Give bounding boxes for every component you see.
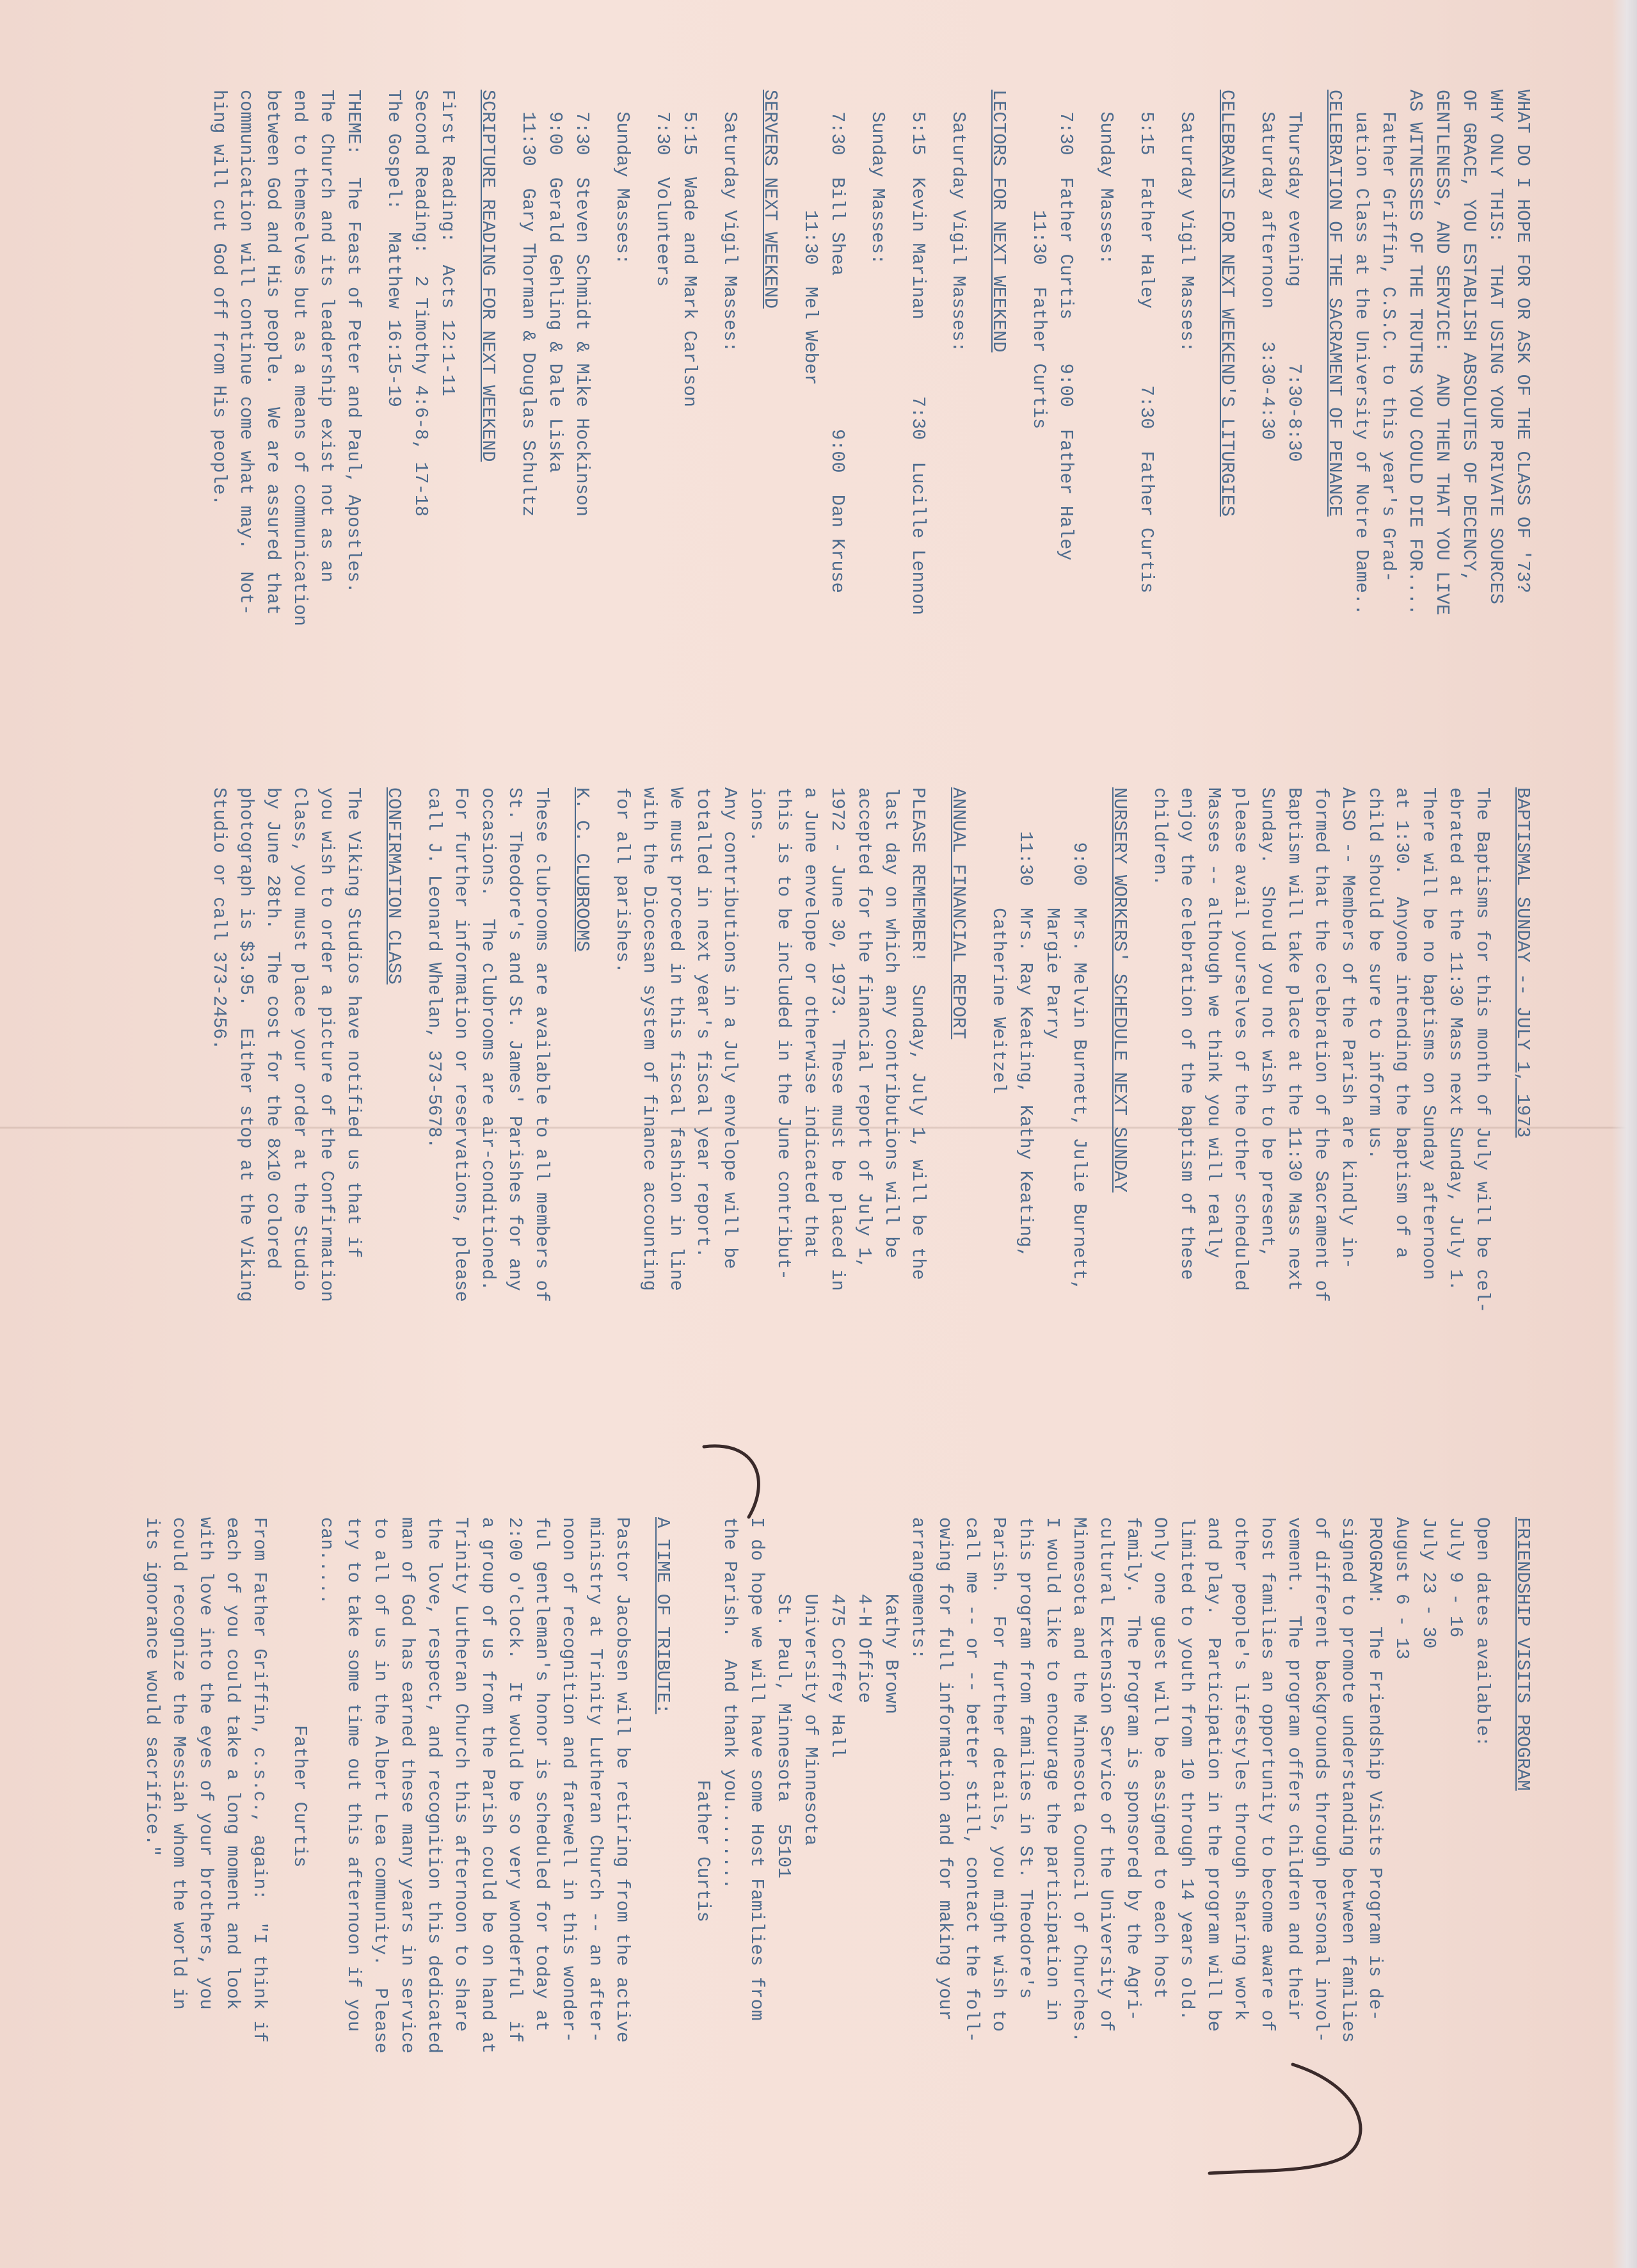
text-line: The Viking Studios have notified us that if: [343, 787, 364, 1259]
text-line: last day on which any contributions will be: [881, 787, 902, 1259]
section-heading: ANNUAL FINANCIAL REPORT: [948, 787, 969, 1040]
text-line: 1972 - June 30, 1973. These must be placed in: [827, 787, 848, 1291]
text-line: a June envelope or otherwise indicated that: [800, 787, 821, 1259]
text-line: Parish. For further details, you might wish to: [988, 1517, 1009, 2032]
text-line: noon of recognition and farewell in this wonder-: [558, 1517, 579, 2043]
text-line: to all of us in the Albert Lea community. Please: [370, 1517, 391, 2054]
bulletin-text-rotated: [45, 90, 1536, 2202]
section-heading: K. C. CLUBROOMS: [571, 787, 593, 952]
text-line: a group of us from the Parish could be on hand at: [477, 1517, 499, 2054]
section-heading: SCRIPTURE READING FOR NEXT WEEKEND: [477, 90, 499, 462]
text-line: accepted for the financial report of July 1,: [854, 787, 875, 1269]
text-line: arrangements:: [907, 1517, 929, 1660]
text-line: St. Theodore's and St. James' Parishes for any: [504, 787, 525, 1291]
text-line: ebrated at the 11:30 Mass next Sunday, July 1.: [1445, 787, 1466, 1291]
text-line: ministry at Trinity Lutheran Church -- an after-: [585, 1517, 606, 2043]
blank-line: [273, 1517, 286, 2196]
text-line: Sunday Masses:: [612, 90, 633, 265]
text-line: between God and His people. We are assured that: [262, 90, 283, 615]
text-line: 7:30 Bill Shea 9:00 Dan Kruse: [827, 90, 848, 593]
text-line: man of God has earned these many years in service: [397, 1517, 418, 2054]
text-line: the Parish. And thank you........: [719, 1517, 740, 1890]
text-line: July 23 - 30: [1418, 1517, 1439, 1649]
text-line: I do hope we will have some Host Families from: [746, 1517, 767, 2021]
text-line: you wish to order a picture of the Confirmation: [316, 787, 337, 1302]
text-line: WHAT DO I HOPE FOR OR ASK OF THE CLASS OF '73?: [1512, 90, 1533, 593]
text-line: Saturday Vigil Masses:: [948, 90, 969, 353]
blank-line: [367, 787, 380, 1479]
text-line: 4-H Office: [854, 1517, 875, 1703]
blank-line: [501, 90, 515, 755]
blank-line: [1079, 90, 1092, 755]
blank-line: [367, 90, 380, 755]
blank-line: [850, 90, 864, 755]
text-line: There will be no baptisms on Sunday afternoon: [1418, 787, 1439, 1280]
text-line: communication will continue come what may. Not-: [236, 90, 257, 615]
text-line: OF GRACE, YOU ESTABLISH ABSOLUTES OF DECENCY,: [1458, 90, 1480, 583]
section-heading: SERVERS NEXT WEEKEND: [760, 90, 781, 309]
text-line: uation Class at the University of Notre Dame..: [1351, 90, 1372, 615]
text-line: 11:30 Gary Thorman & Douglas Schultz: [518, 90, 539, 517]
text-line: PROGRAM: The Friendship Visits Program is de-: [1364, 1517, 1385, 2021]
text-line: signed to promote understanding between families: [1338, 1517, 1359, 2043]
text-line: PLEASE REMEMBER! Sunday, July 1, will be the: [907, 787, 929, 1280]
text-line: each of you could take a long moment and look: [222, 1517, 243, 2010]
text-line: hing will cut God off from His people.: [209, 90, 230, 506]
text-line: 475 Coffey Hall: [827, 1517, 848, 1758]
text-line: 9:00 Mrs. Melvin Burnett, Julie Burnett,: [1069, 787, 1090, 1291]
text-line: GENTLENESS, AND SERVICE: AND THEN THAT YOU LIVE: [1432, 90, 1453, 615]
blank-line: [595, 90, 609, 755]
text-line: Minnesota and the Minnesota Council of Churches.: [1069, 1517, 1090, 2043]
text-line: University of Minnesota: [800, 1517, 821, 1846]
blank-line: [461, 90, 474, 755]
blank-line: [971, 787, 985, 1479]
text-line: 2:00 o'clock. It would be so very wonderful if: [504, 1517, 525, 2043]
text-line: at 1:30. Anyone intending the baptism of a: [1391, 787, 1412, 1259]
section-heading: CONFIRMATION CLASS: [383, 787, 404, 985]
text-line: The Baptisms for this month of July will be cel-: [1472, 787, 1493, 1313]
text-line: Kathy Brown: [881, 1517, 902, 1714]
text-line: Class, you must place your order at the Studio: [289, 787, 310, 1291]
text-line: photograph is $3.95. Either stop at the Viking: [236, 787, 257, 1302]
blank-line: [635, 90, 649, 755]
section-heading: NURSERY WORKERS' SCHEDULE NEXT SUNDAY: [1109, 787, 1130, 1193]
text-line: Sunday Masses:: [867, 90, 888, 265]
text-line: August 6 - 13: [1391, 1517, 1412, 1660]
text-line: These clubrooms are available to all members of: [531, 787, 552, 1302]
blank-line: [1160, 90, 1173, 755]
text-line: cultural Extension Service of the University of: [1096, 1517, 1117, 2032]
text-line: Trinity Lutheran Church this afternoon to share: [451, 1517, 472, 2032]
blank-line: [1133, 787, 1146, 1479]
paper-edge: [1611, 0, 1637, 2268]
text-line: Father Curtis: [289, 1517, 310, 1868]
text-line: 11:30 Mel Weber: [800, 90, 821, 385]
blank-line: [783, 90, 797, 755]
text-line: Second Reading: 2 Timothy 4:6-8, 17-18: [410, 90, 431, 517]
blank-line: [595, 787, 609, 1479]
section-heading: CELEBRATION OF THE SACRAMENT OF PENANCE: [1324, 90, 1345, 517]
text-line: enjoy the celebration of the baptism of these: [1176, 787, 1197, 1280]
text-line: for all parishes.: [612, 787, 633, 974]
text-line: Saturday Vigil Masses:: [719, 90, 740, 353]
text-line: 9:00 Gerald Gehling & Dale Liska: [545, 90, 566, 473]
text-line: Father Griffin, C.S.C. to this year's Grad-: [1378, 90, 1399, 583]
blank-line: [676, 1517, 689, 2196]
blank-line: [407, 787, 420, 1479]
text-line: Baptism will take place at the 11:30 Mass next: [1284, 787, 1305, 1291]
text-line: its ignorance would sacrifice.": [141, 1517, 163, 1857]
text-line: First Reading: Acts 12:1-11: [437, 90, 458, 396]
section-heading: A TIME OF TRIBUTE:: [652, 1517, 673, 1714]
text-line: limited to youth from 10 through 14 years old.: [1176, 1517, 1197, 2021]
column-right: [138, 1517, 1536, 2196]
text-line: Saturday Vigil Masses:: [1176, 90, 1197, 353]
blank-line: [1496, 1517, 1509, 2196]
text-line: Any contributions in a July envelope will be: [719, 787, 740, 1269]
text-line: ful gentleman's honor is scheduled for today at: [531, 1517, 552, 2032]
text-line: The Gospel: Matthew 16:15-19: [383, 90, 404, 407]
text-line: The Church and its leadership exist not as an: [316, 90, 337, 583]
blank-line: [555, 787, 568, 1479]
column-middle: [205, 787, 1536, 1479]
text-line: 7:30 Father Curtis 9:00 Father Haley: [1055, 90, 1076, 561]
text-line: 7:30 Steven Schmidt & Mike Hockinson: [571, 90, 593, 517]
text-line: child should be sure to inform us.: [1364, 787, 1385, 1160]
blank-line: [1240, 90, 1254, 755]
text-line: 7:30 Volunteers: [652, 90, 673, 287]
text-line: could recognize the Messiah whom the world in: [168, 1517, 189, 2010]
text-line: WHY ONLY THIS: THAT USING YOUR PRIVATE SOURCES: [1485, 90, 1506, 604]
text-line: We must proceed in this fiscal fashion in line: [666, 787, 687, 1291]
section-heading: LECTORS FOR NEXT WEEKEND: [988, 90, 1009, 353]
text-line: this program from families in St. Theodore's: [1015, 1517, 1036, 1999]
text-line: Only one guest will be assigned to each host: [1149, 1517, 1170, 1999]
text-line: formed that the celebration of the Sacrament of: [1311, 787, 1332, 1302]
blank-line: [743, 90, 756, 755]
text-line: please avail yourselves of the other scheduled: [1230, 787, 1251, 1291]
text-line: ALSO -- Members of the Parish are kindly in-: [1338, 787, 1359, 1269]
text-line: try to take some time out this afternoon if you: [343, 1517, 364, 2032]
text-line: with love into the eyes of your brothers, you: [195, 1517, 216, 2010]
text-line: Open dates available:: [1472, 1517, 1493, 1748]
text-line: end to themselves but as a means of communication: [289, 90, 310, 627]
text-line: and play. Participation in the program will be: [1203, 1517, 1224, 2032]
text-line: host families an opportunity to become aware of: [1257, 1517, 1278, 2032]
blank-line: [971, 90, 985, 755]
text-line: the love, respect, and recognition this dedicated: [424, 1517, 445, 2054]
text-line: Catherine Weitzel: [988, 787, 1009, 1094]
blank-line: [931, 90, 945, 755]
text-line: From Father Griffin, c.s.c., again: "I think if: [249, 1517, 270, 2043]
blank-line: [1012, 90, 1025, 755]
blank-line: [635, 1517, 649, 2196]
blank-line: [703, 90, 716, 755]
text-line: 5:15 Kevin Marinan 7:30 Lucille Lennon: [907, 90, 929, 615]
text-line: 5:15 Father Haley 7:30 Father Curtis: [1136, 90, 1157, 593]
text-line: Studio or call 373-2456.: [209, 787, 230, 1050]
text-line: can.....: [316, 1517, 337, 1605]
text-line: other people's lifestyles through sharing work: [1230, 1517, 1251, 2021]
column-left: [205, 90, 1536, 755]
text-line: vement. The program offers children and their: [1284, 1517, 1305, 2021]
text-line: call me -- or -- better still, contact the foll-: [961, 1517, 982, 2043]
text-line: Pastor Jacobsen will be retiring from the active: [612, 1517, 633, 2043]
text-line: 11:30 Father Curtis: [1028, 90, 1050, 430]
text-line: totalled in next year's fiscal year report.: [692, 787, 714, 1259]
section-heading: BAPTISMAL SUNDAY -- JULY 1, 1973: [1512, 787, 1533, 1138]
blank-line: [1092, 787, 1106, 1479]
text-line: Thursday evening 7:30-8:30: [1284, 90, 1305, 462]
blank-line: [931, 787, 945, 1479]
blank-line: [1307, 90, 1321, 755]
text-line: Father Curtis: [692, 1517, 714, 1922]
text-line: AS WITNESSES OF THE TRUTHS YOU COULD DIE FOR....: [1405, 90, 1426, 615]
blank-line: [1119, 90, 1133, 755]
text-line: of different backgrounds through personal invol-: [1311, 1517, 1332, 2043]
text-line: call J. Leonard Whelan, 373-5678.: [424, 787, 445, 1149]
text-line: July 9 - 16: [1445, 1517, 1466, 1638]
text-line: by June 28th. The cost for the 8x10 colored: [262, 787, 283, 1269]
section-heading: FRIENDSHIP VISITS PROGRAM: [1512, 1517, 1533, 1791]
text-line: Masses -- although we think you will really: [1203, 787, 1224, 1259]
blank-line: [1200, 90, 1213, 755]
text-line: children.: [1149, 787, 1170, 886]
blank-line: [891, 90, 904, 755]
text-line: this is to be included in the June contribut-: [773, 787, 794, 1280]
text-line: Sunday Masses:: [1096, 90, 1117, 265]
text-line: 5:15 Wade and Mark Carlson: [679, 90, 700, 407]
text-line: family. The Program is sponsored by the Agri-: [1122, 1517, 1144, 2021]
text-line: Margie Parry: [1042, 787, 1063, 1040]
text-line: Saturday afternoon 3:30-4:30: [1257, 90, 1278, 440]
text-line: For further information or reservations, please: [451, 787, 472, 1302]
blank-line: [1496, 787, 1509, 1479]
text-line: ions.: [746, 787, 767, 842]
text-line: Sunday. Should you not wish to be present,: [1257, 787, 1278, 1259]
text-line: occasions. The clubrooms are air-conditioned.: [477, 787, 499, 1291]
section-heading: CELEBRANTS FOR NEXT WEEKEND'S LITURGIES: [1217, 90, 1238, 517]
text-line: owing for full information and for making your: [934, 1517, 955, 2021]
text-line: I would like to encourage the participation in: [1042, 1517, 1063, 2021]
text-line: with the Diocesan system of finance accounting: [639, 787, 660, 1291]
text-line: 11:30 Mrs. Ray Keating, Kathy Keating,: [1015, 787, 1036, 1259]
text-line: St. Paul, Minnesota 55101: [773, 1517, 794, 1879]
text-line: THEME: The Feast of Peter and Paul, Apostles.: [343, 90, 364, 593]
